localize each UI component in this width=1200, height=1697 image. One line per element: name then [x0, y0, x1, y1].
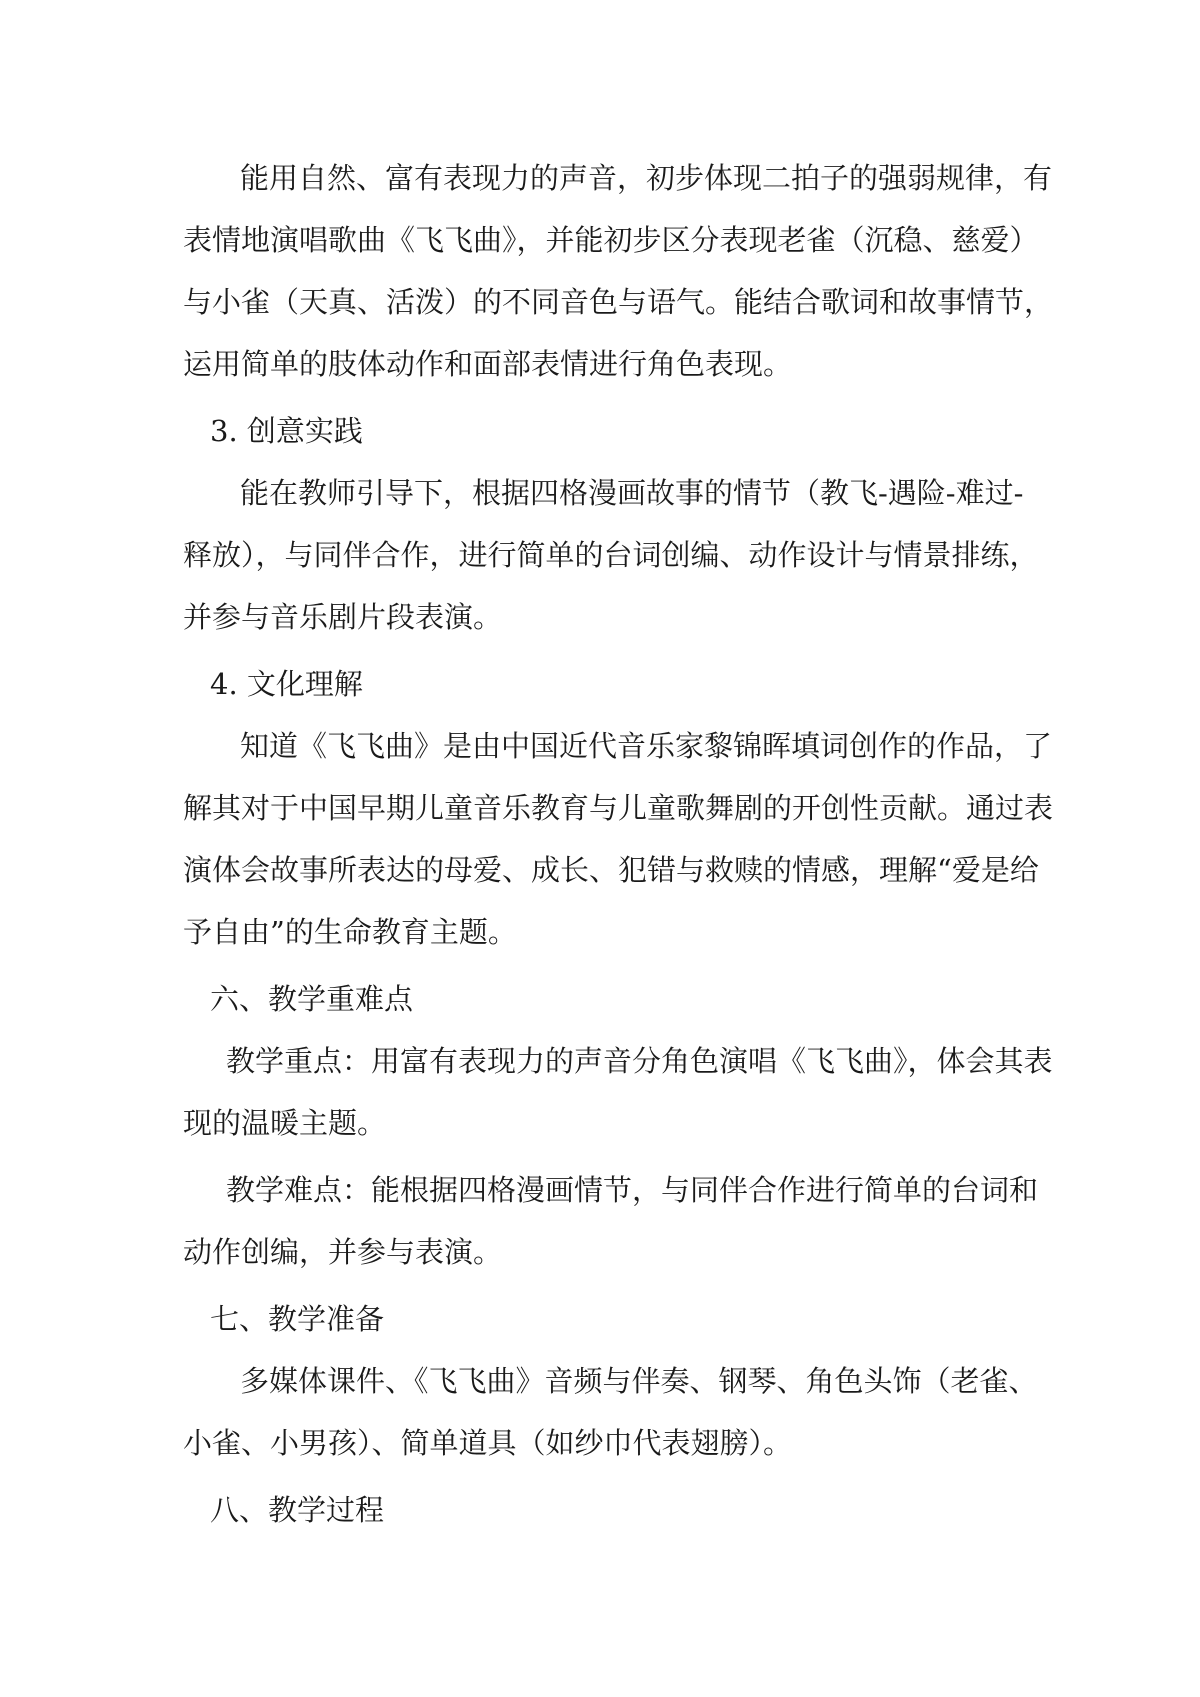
section-heading-teaching-preparation: 七、教学准备 [210, 1302, 385, 1336]
heading-creative-practice: 3. 创意实践 [210, 414, 363, 448]
section-heading-teaching-process: 八、教学过程 [210, 1493, 385, 1527]
paragraph-2-line-1: 能在教师引导下，根据四格漫画故事的情节（教飞-遇险-难过- [240, 476, 1024, 510]
paragraph-1-line-2: 表情地演唱歌曲《飞飞曲》，并能初步区分表现老雀（沉稳、慈爱） [183, 223, 1039, 257]
paragraph-3-line-2: 解其对于中国早期儿童音乐教育与儿童歌舞剧的开创性贡献。通过表 [183, 791, 1054, 825]
preparation-line-1: 多媒体课件、《飞飞曲》音频与伴奏、钢琴、角色头饰（老雀、 [240, 1364, 1038, 1398]
paragraph-1-line-4: 运用简单的肢体动作和面部表情进行角色表现。 [183, 347, 793, 381]
key-point-line-1: 教学重点：用富有表现力的声音分角色演唱《飞飞曲》，体会其表 [226, 1044, 1053, 1078]
difficult-point-line-1: 教学难点：能根据四格漫画情节，与同伴合作进行简单的台词和 [226, 1173, 1039, 1207]
paragraph-2-line-3: 并参与音乐剧片段表演。 [183, 600, 503, 634]
paragraph-3-line-4: 予自由”的生命教育主题。 [183, 915, 517, 949]
paragraph-3-line-3: 演体会故事所表达的母爱、成长、犯错与救赎的情感，理解“爱是给 [183, 853, 1039, 887]
difficult-point-line-2: 动作创编，并参与表演。 [183, 1235, 503, 1269]
paragraph-3-line-1: 知道《飞飞曲》是由中国近代音乐家黎锦晖填词创作的作品，了 [240, 729, 1053, 763]
paragraph-2-line-2: 释放），与同伴合作，进行简单的台词创编、动作设计与情景排练， [183, 538, 1039, 572]
section-heading-key-difficult-points: 六、教学重难点 [210, 982, 414, 1016]
paragraph-1-line-3: 与小雀（天真、活泼）的不同音色与语气。能结合歌词和故事情节， [183, 285, 1054, 319]
preparation-line-2: 小雀、小男孩）、简单道具（如纱巾代表翅膀）。 [183, 1426, 793, 1460]
paragraph-1-line-1: 能用自然、富有表现力的声音，初步体现二拍子的强弱规律，有 [240, 161, 1053, 195]
heading-cultural-understanding: 4. 文化理解 [210, 667, 363, 701]
key-point-line-2: 现的温暖主题。 [183, 1106, 387, 1140]
